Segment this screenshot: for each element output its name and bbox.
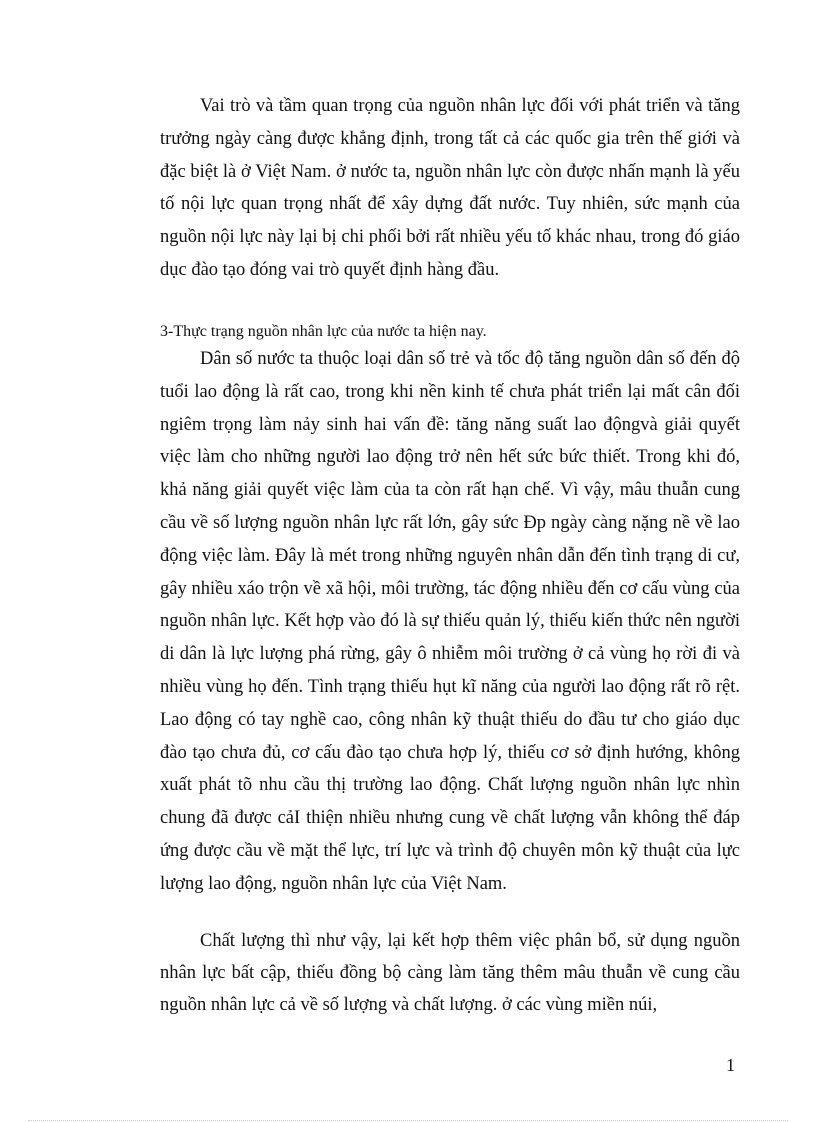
page-bottom-divider: [28, 1120, 788, 1121]
paragraph-quality-allocation: Chất lượng thì như vậy, lại kết hợp thêm việc phân bổ, sử dụng nguồn nhân lực bất cập, thiếu đồng bộ càng làm tăng thêm mâu thuẫn về cung cầu nguồn nhân lực cả về số lượng và chất lượng. ở các vùng miền núi,: [160, 931, 740, 1015]
page-number: 1: [726, 1055, 735, 1075]
paragraph-role-of-human-resources: Vai trò và tầm quan trọng của nguồn nhân lực đối với phát triển và tăng trưởng ngày càng được khẳng định, trong tất cả các quốc gia trên thế giới và đặc biệt là ở Việt Nam. ở nước ta, nguồn nhân lực còn được nhấn mạnh là yếu tố nội lực quan trọng nhất để xây dựng đất nước. Tuy nhiên, sức mạnh của nguồn nội lực này lại bị chi phối bởi rất nhiều yếu tố khác nhau, trong đó giáo dục đào tạo đóng vai trò quyết định hàng đầu.: [160, 96, 740, 280]
paragraph-current-situation: Dân số nước ta thuộc loại dân số trẻ và tốc độ tăng nguồn dân số đến độ tuổi lao động là rất cao, trong khi nền kinh tế chưa phát triển lại mất cân đối ngiêm trọng làm nảy sinh hai vấn đề: tăng năng suất lao độngvà giải quyết việc làm cho những người lao động trở nên hết sức bức thiết. Trong khi đó, khả năng giải quyết việc làm của ta còn rất hạn chế. Vì vậy, mâu thuẫn cung cầu về số lượng nguồn nhân lực rất lớn, gây sức Ðp ngày càng nặng nề về lao động việc làm. Đây là mét trong những nguyên nhân dẫn đến tình trạng di cư, gây nhiều xáo trộn về xã hội, môi trường, tác động nhiều đến cơ cấu vùng của nguồn nhân lực. Kết hợp vào đó là sự thiếu quản lý, thiếu kiến thức nên người di dân là lực lượng phá rừng, gây ô nhiễm môi trường ở cả vùng họ rời đi và nhiều vùng họ đến. Tình trạng thiếu hụt kĩ năng của người lao động rất rõ rệt. Lao động có tay nghề cao, công nhân kỹ thuật thiếu do đầu tư cho giáo dục đào tạo chưa đủ, cơ cấu đào tạo chưa hợp lý, thiếu cơ sở định hướng, không xuất phát tõ nhu cầu thị trường lao động. Chất lượng nguồn nhân lực nhìn chung đã được cảI thiện nhiều nhưng cung về chất lượng vẫn không thể đáp ứng được cầu về mặt thể lực, trí lực và trình độ chuyên môn kỹ thuật của lực lượng lao động, nguồn nhân lực của Việt Nam.: [160, 349, 740, 894]
section-heading: 3-Thực trạng nguồn nhân lực của nước ta hiện nay.: [160, 323, 487, 340]
